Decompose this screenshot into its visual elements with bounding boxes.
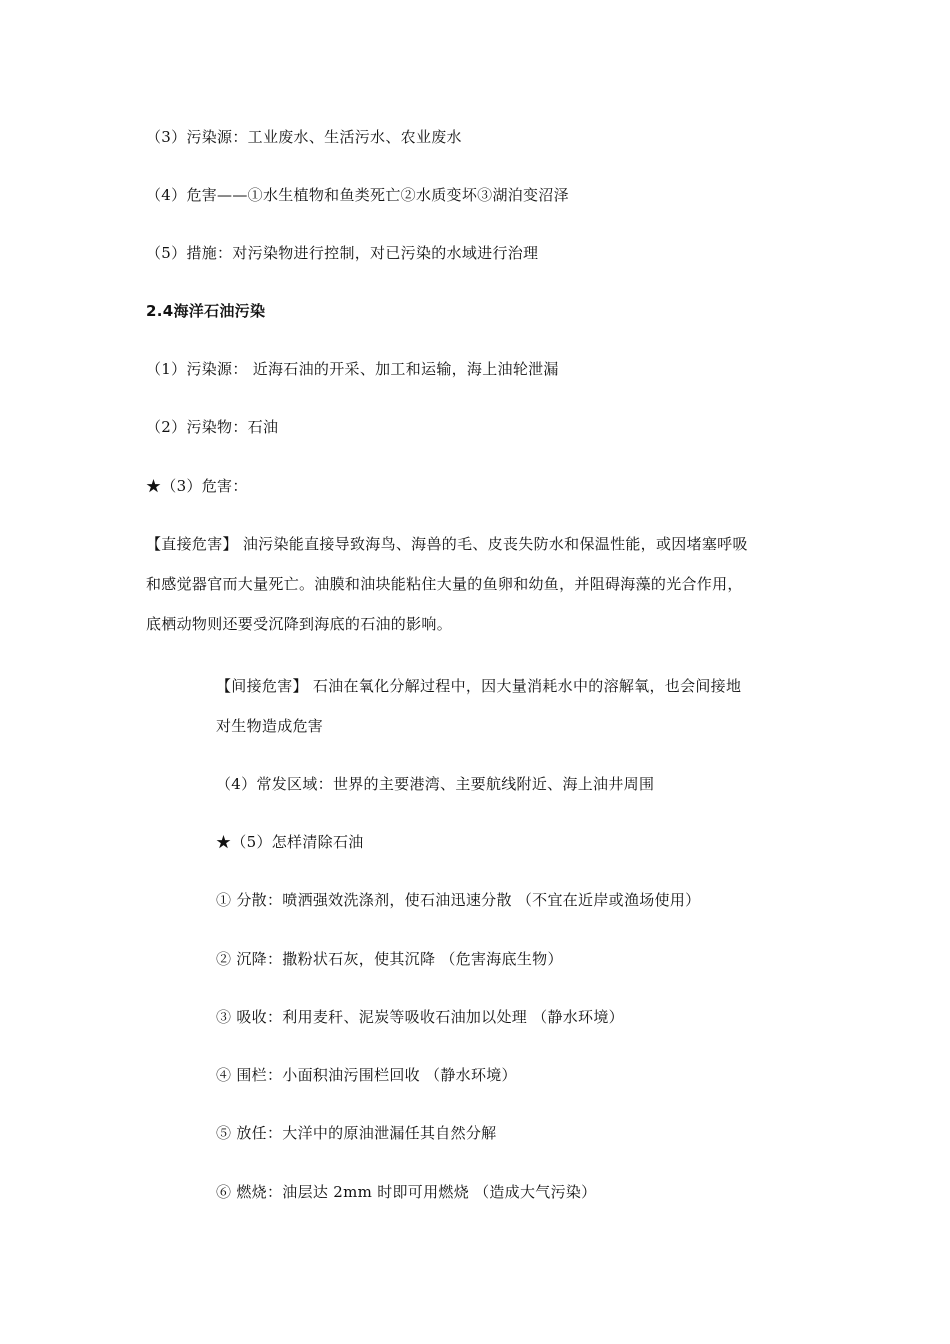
oil-regions: （4）常发区域：世界的主要港湾、主要航线附近、海上油井周围 (216, 775, 655, 793)
cleanup-item: ① 分散：喷洒强效洗涤剂，使石油迅速分散 （不宜在近岸或渔场使用） (216, 891, 701, 909)
water-pollution-measures: （5）措施：对污染物进行控制，对已污染的水域进行治理 (146, 244, 539, 262)
cleanup-item: ④ 围栏：小面积油污围栏回收 （静水环境） (216, 1066, 517, 1084)
cleanup-item: ⑤ 放任：大洋中的原油泄漏任其自然分解 (216, 1124, 497, 1142)
direct-harm-line: 【直接危害】 油污染能直接导致海鸟、海兽的毛、皮丧失防水和保温性能，或因堵塞呼吸 (146, 535, 748, 553)
cleanup-item: ③ 吸收：利用麦秆、泥炭等吸收石油加以处理 （静水环境） (216, 1008, 624, 1026)
direct-harm-line: 底栖动物则还要受沉降到海底的石油的影响。 (146, 615, 453, 633)
indirect-harm-line: 【间接危害】 石油在氧化分解过程中，因大量消耗水中的溶解氧，也会间接地 (216, 677, 742, 695)
cleanup-title: ★（5）怎样清除石油 (216, 833, 364, 851)
cleanup-item: ⑥ 燃烧：油层达 2mm 时即可用燃烧 （造成大气污染） (216, 1183, 597, 1201)
water-pollution-source: （3）污染源：工业废水、生活污水、农业废水 (146, 128, 462, 146)
section-heading-oil-pollution: 2.4海洋石油污染 (146, 302, 266, 320)
indirect-harm-line: 对生物造成危害 (216, 717, 324, 735)
water-pollution-harm: （4）危害——①水生植物和鱼类死亡②水质变坏③湖泊变沼泽 (146, 186, 569, 204)
oil-harm-title: ★（3）危害： (146, 477, 248, 495)
cleanup-item: ② 沉降：撒粉状石灰，使其沉降 （危害海底生物） (216, 950, 563, 968)
direct-harm-line: 和感觉器官而大量死亡。油膜和油块能粘住大量的鱼卵和幼鱼，并阻碍海藻的光合作用， (146, 575, 743, 593)
oil-pollution-source: （1）污染源： 近海石油的开采、加工和运输，海上油轮泄漏 (146, 360, 559, 378)
oil-pollutant: （2）污染物：石油 (146, 418, 279, 436)
